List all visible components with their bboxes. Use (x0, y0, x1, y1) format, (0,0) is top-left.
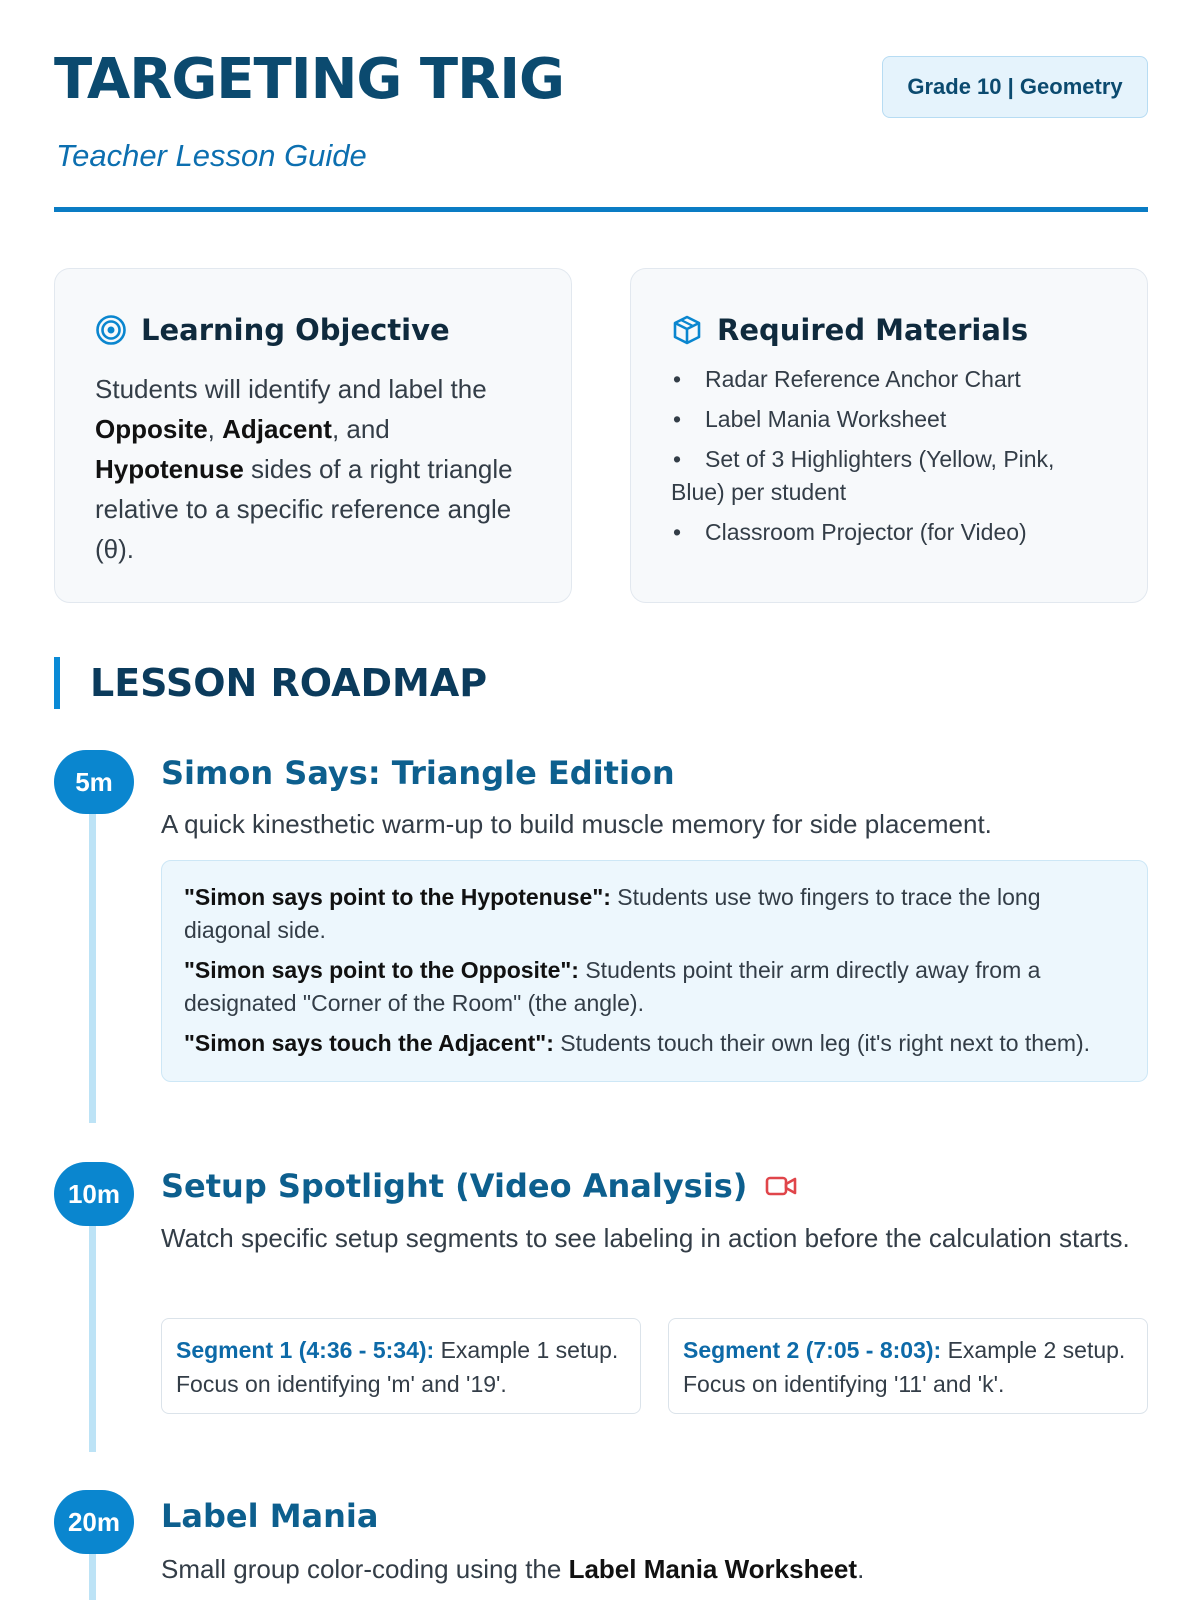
step-title-text: Simon Says: Triangle Edition (161, 754, 675, 792)
step-title-text: Label Mania (161, 1497, 379, 1535)
prompt-text: Students use two fingers to trace the long diagonal side. (184, 884, 1041, 943)
materials-list-item: • Label Mania Worksheet (671, 403, 1107, 436)
step-title-text: Setup Spotlight (Video Analysis) (161, 1167, 748, 1205)
required-materials-title: Required Materials (717, 313, 1029, 347)
learning-objective-card (54, 268, 572, 603)
term-adjacent: Adjacent (222, 414, 332, 444)
term-hypotenuse: Hypotenuse (95, 454, 244, 484)
prompt-cue: "Simon says point to the Hypotenuse": (184, 884, 611, 910)
worksheet-name: Label Mania Worksheet (568, 1554, 858, 1584)
objective-separator: , and (331, 414, 390, 444)
page-title: TARGETING TRIG (54, 47, 565, 112)
objective-text-part: sides of a right triangle relative to a specific reference angle (θ). (95, 454, 513, 564)
step-title (161, 1497, 379, 1535)
materials-list-item: • Radar Reference Anchor Chart (671, 363, 1107, 396)
step-description: Watch specific setup segments to see labeling in action before the calculation starts. (161, 1223, 1130, 1253)
materials-list-item: • Classroom Projector (for Video) (671, 516, 1107, 549)
timeline-connector (89, 1550, 96, 1600)
video-camera-icon (765, 1174, 797, 1198)
objective-text-part: Students will identify and label the (95, 374, 487, 404)
simon-says-prompts (161, 860, 1148, 1082)
prompt-cue: "Simon says point to the Opposite": (184, 957, 579, 983)
prompt-text: Students touch their own leg (it's right next to them). (553, 1030, 1091, 1056)
step-description: A quick kinesthetic warm-up to build muscle memory for side placement. (161, 809, 992, 839)
materials-list-item: • Set of 3 Highlighters (Yellow, Pink, Blue) per student (671, 443, 1107, 509)
learning-objective-text (95, 369, 531, 569)
timeline-connector (89, 800, 96, 1123)
segment-label: Segment 1 (4:36 - 5:34): (176, 1337, 435, 1363)
required-materials-card (630, 268, 1148, 603)
target-icon (95, 314, 127, 346)
video-segment-card (161, 1318, 641, 1414)
materials-list (671, 363, 1107, 549)
prompt-item (184, 1027, 1125, 1060)
lesson-roadmap-heading: LESSON ROADMAP (54, 657, 487, 709)
prompt-item (184, 881, 1125, 947)
learning-objective-title: Learning Objective (141, 313, 450, 347)
term-opposite: Opposite (95, 414, 208, 444)
header-divider (54, 207, 1148, 212)
segment-text: Example 2 setup. Focus on identifying '11' and 'k'. (683, 1337, 1126, 1397)
time-badge: 5m (54, 750, 134, 814)
prompt-item (184, 954, 1125, 1020)
timeline-connector (89, 1214, 96, 1452)
prompt-cue: "Simon says touch the Adjacent": (184, 1030, 554, 1056)
time-badge: 20m (54, 1490, 134, 1554)
prompt-text: Students point their arm directly away from a designated "Corner of the Room" (the angle). (184, 957, 1041, 1016)
step-description-part: . (857, 1554, 865, 1584)
box-icon (671, 314, 703, 346)
objective-separator: , (207, 414, 223, 444)
step-title (161, 1167, 797, 1205)
learning-objective-header (95, 313, 531, 347)
step-title (161, 754, 675, 792)
segment-label: Segment 2 (7:05 - 8:03): (683, 1337, 942, 1363)
time-badge: 10m (54, 1162, 134, 1226)
page-subtitle: Teacher Lesson Guide (56, 138, 367, 173)
video-segment-card (668, 1318, 1148, 1414)
segment-text: Example 1 setup. Focus on identifying 'm' and '19'. (176, 1337, 619, 1397)
grade-badge: Grade 10 | Geometry (882, 56, 1148, 118)
step-description-part: Small group color-coding using the (161, 1554, 569, 1584)
step-description (161, 1548, 1141, 1591)
required-materials-header (671, 313, 1107, 347)
